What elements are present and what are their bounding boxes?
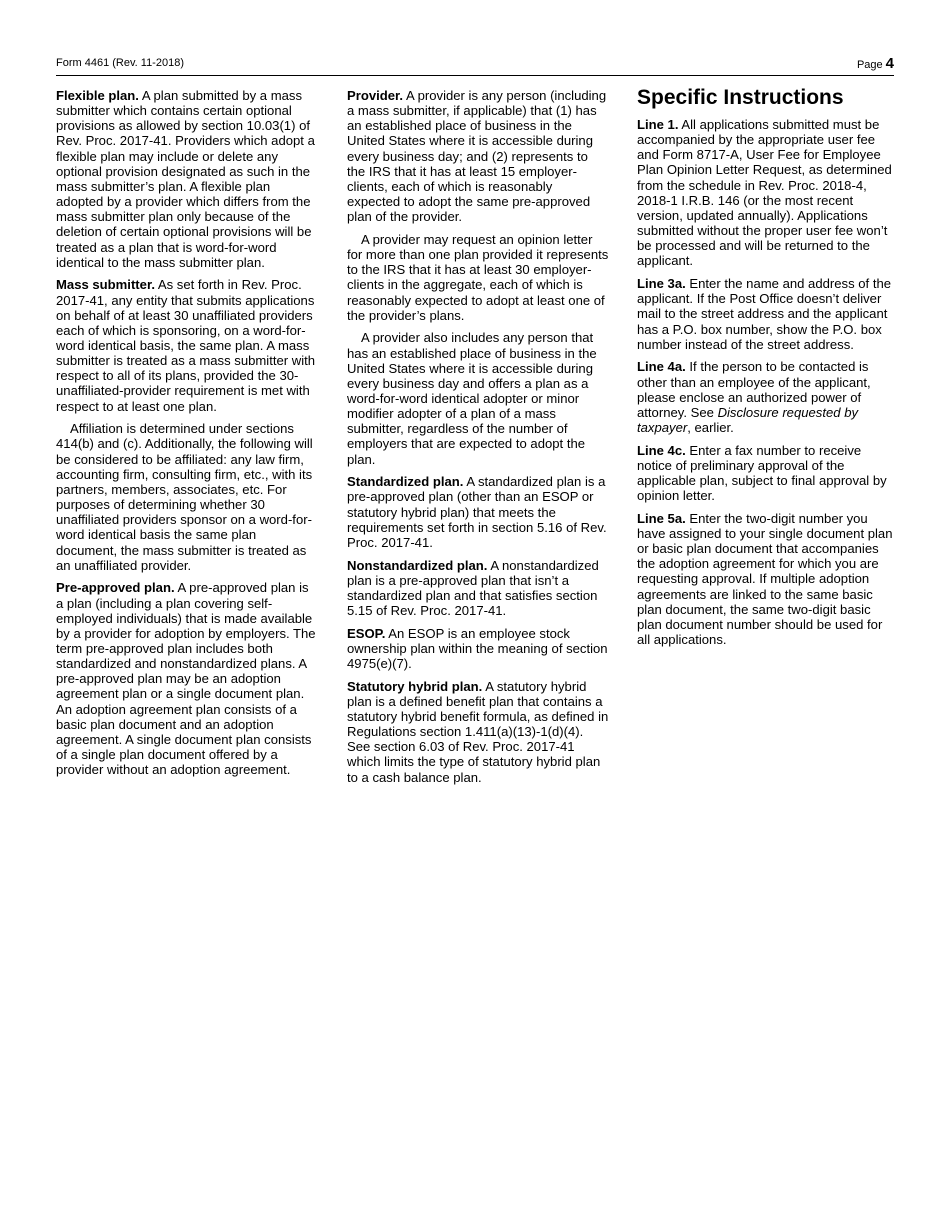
column-1 <box>56 88 318 785</box>
paragraph-esop <box>347 626 609 671</box>
paragraph-pre-approved-plan <box>56 580 318 777</box>
term-line-5a: Line 5a. <box>637 510 686 526</box>
instruction-text: Enter a fax number to receive notice of preliminary approval of the applicable plan, subject to final approval by opinion letter. <box>637 442 887 504</box>
column-3 <box>637 85 899 655</box>
term-provider: Provider. <box>347 88 404 103</box>
definition-text: As set forth in Rev. Proc. 2017-41, any entity that submits applications on behalf of at least 30 unaffiliated providers each of which is sponsoring, on a word-for-word identical basis, the same plan. A mass submitter is treated as a mass submitter with respect to all of its plans, provided the 30-unaffiliated-provider requirement is met with respect to at least one plan. <box>56 277 316 414</box>
definition-text: An ESOP is an employee stock ownership plan within the meaning of section 4975(e)(7). <box>347 625 608 671</box>
paragraph-line-5a <box>637 511 899 647</box>
paragraph-provider-opinion-letter: A provider may request an opinion letter for more than one plan provided it represents to the IRS that it has at least 30 employer-clients in the aggregate, each of which is reasonably expected to adopt at least one of the provider’s plans. <box>347 231 609 323</box>
term-line-4a: Line 4a. <box>637 359 686 375</box>
term-pre-approved-plan: Pre-approved plan. <box>56 580 175 596</box>
paragraph-line-4a <box>637 359 899 435</box>
term-flexible-plan: Flexible plan. <box>56 88 139 103</box>
definition-text: A plan submitted by a mass submitter which contains certain optional provisions as allowed by section 10.03(1) of Rev. Proc. 2017-41. Providers which adopt a flexible plan may include or delete any optional provision designated as such in the mass submitter’s plan. A flexible plan adopted by a provider which differs from the mass submitter plan only because of the deletion of certain optional provisions will be treated as a plan that is word-for-word identical to the mass submitter plan. <box>56 88 315 270</box>
paragraph-provider <box>347 88 609 224</box>
paragraph-line-3a <box>637 276 899 352</box>
paragraph-provider-also: A provider also includes any person that has an established place of business in the United States where it is accessible during every business day and offers a plan as a word-for-word identical adopter or minor modifier adopter of a plan of a mass submitter, regardless of the number of employers that are expected to adopt the plan. <box>347 330 597 467</box>
paragraph-nonstandardized-plan <box>347 558 609 619</box>
paragraph-line-4c <box>637 443 899 504</box>
page-number-label <box>857 55 894 72</box>
term-nonstandardized-plan: Nonstandardized plan. <box>347 557 488 573</box>
cross-reference: Disclosure requested by taxpayer <box>637 404 859 435</box>
instruction-text-tail: , earlier. <box>687 419 734 435</box>
section-heading: Specific Instructions <box>637 86 844 109</box>
term-statutory-hybrid-plan: Statutory hybrid plan. <box>347 678 483 694</box>
instruction-text: Enter the name and address of the applicant. If the Post Office doesn’t deliver mail to the street address and the applicant has a P.O. box number, show the P.O. box number instead of the street address. <box>637 276 892 352</box>
paragraph-mass-submitter <box>56 277 318 413</box>
paragraph-statutory-hybrid-plan <box>347 679 609 785</box>
form-id: Form 4461 (Rev. 11-2018) <box>56 57 184 69</box>
page-header <box>56 55 894 76</box>
paragraph-standardized-plan <box>347 474 609 550</box>
column-2 <box>347 88 609 792</box>
page-label: Page <box>856 59 883 71</box>
definition-text: A provider is any person (including a mass submitter, if applicable) that (1) has an established place of business in the United States where it is accessible during every business day; and (2) represents to the IRS that it has at least 15 employer-clients, each of which is reasonably expected to adopt the same pre-approved plan of the provider. <box>347 88 607 225</box>
definition-text: A standardized plan is a pre-approved plan (other than an ESOP or statutory hybrid plan) that meets the requirements set forth in section 5.16 of Rev. Proc. 2017-41. <box>347 474 607 550</box>
term-standardized-plan: Standardized plan. <box>347 474 464 490</box>
instruction-text: Enter the two-digit number you have assigned to your single document plan or basic plan document that accompanies the adoption agreement for which you are requesting approval. If multiple adoption agreements are linked to the same basic plan document, the same two-digit basic plan document number should be used for all applications. <box>637 510 893 647</box>
term-line-1: Line 1. <box>637 117 679 132</box>
definition-text: A pre-approved plan is a plan (including a plan covering self-employed individuals) that is made available by a provider for adoption by employers. The term pre-approved plan includes both standardized and nonstandardized plans. A pre-approved plan may be an adoption agreement plan or a single document plan. An adoption agreement plan consists of a basic plan document and an adoption agreement. A single document plan consists of a single plan document offered by a provider without an adoption agreement. <box>56 580 316 778</box>
term-line-4c: Line 4c. <box>637 442 686 458</box>
definition-text: A nonstandardized plan is a pre-approved plan that isn’t a standardized plan and that satisfies section 5.15 of Rev. Proc. 2017-41. <box>347 557 599 618</box>
paragraph-line-1 <box>637 117 899 269</box>
paragraph-affiliation: Affiliation is determined under sections 414(b) and (c). Additionally, the following will be considered to be affiliated: any law firm, accounting firm, consulting firm, etc., with its partners, members, associates, etc. For purposes of determining whether 30 unaffiliated providers sponsor on a word-for-word identical basis the same plan document, the mass submitter is treated as an unaffiliated provider. <box>56 421 313 573</box>
definition-text: A statutory hybrid plan is a defined benefit plan that contains a statutory hybrid benefit formula, as defined in Regulations section 1.411(a)(13)-1(d)(4). See section 6.03 of Rev. Proc. 2017-41 which limits the type of statutory hybrid plan to a cash balance plan. <box>347 678 609 785</box>
term-esop: ESOP. <box>347 625 386 641</box>
paragraph-flexible-plan <box>56 88 318 270</box>
instruction-text: If the person to be contacted is other than an employee of the applicant, please enclose an authorized power of attorney. See <box>637 359 871 420</box>
page-number: 4 <box>885 55 894 72</box>
term-line-3a: Line 3a. <box>637 276 686 292</box>
term-mass-submitter: Mass submitter. <box>56 277 155 293</box>
instruction-text: All applications submitted must be accompanied by the appropriate user fee and Form 8717-A, User Fee for Employee Plan Opinion Letter Request, as determined from the schedule in Rev. Proc. 2018-4, 2018-1 I.R.B. 146 (or the most recent version, updated annually). Applications submitted without the proper user fee won’t be processed and will be returned to the applicant. <box>637 117 892 269</box>
